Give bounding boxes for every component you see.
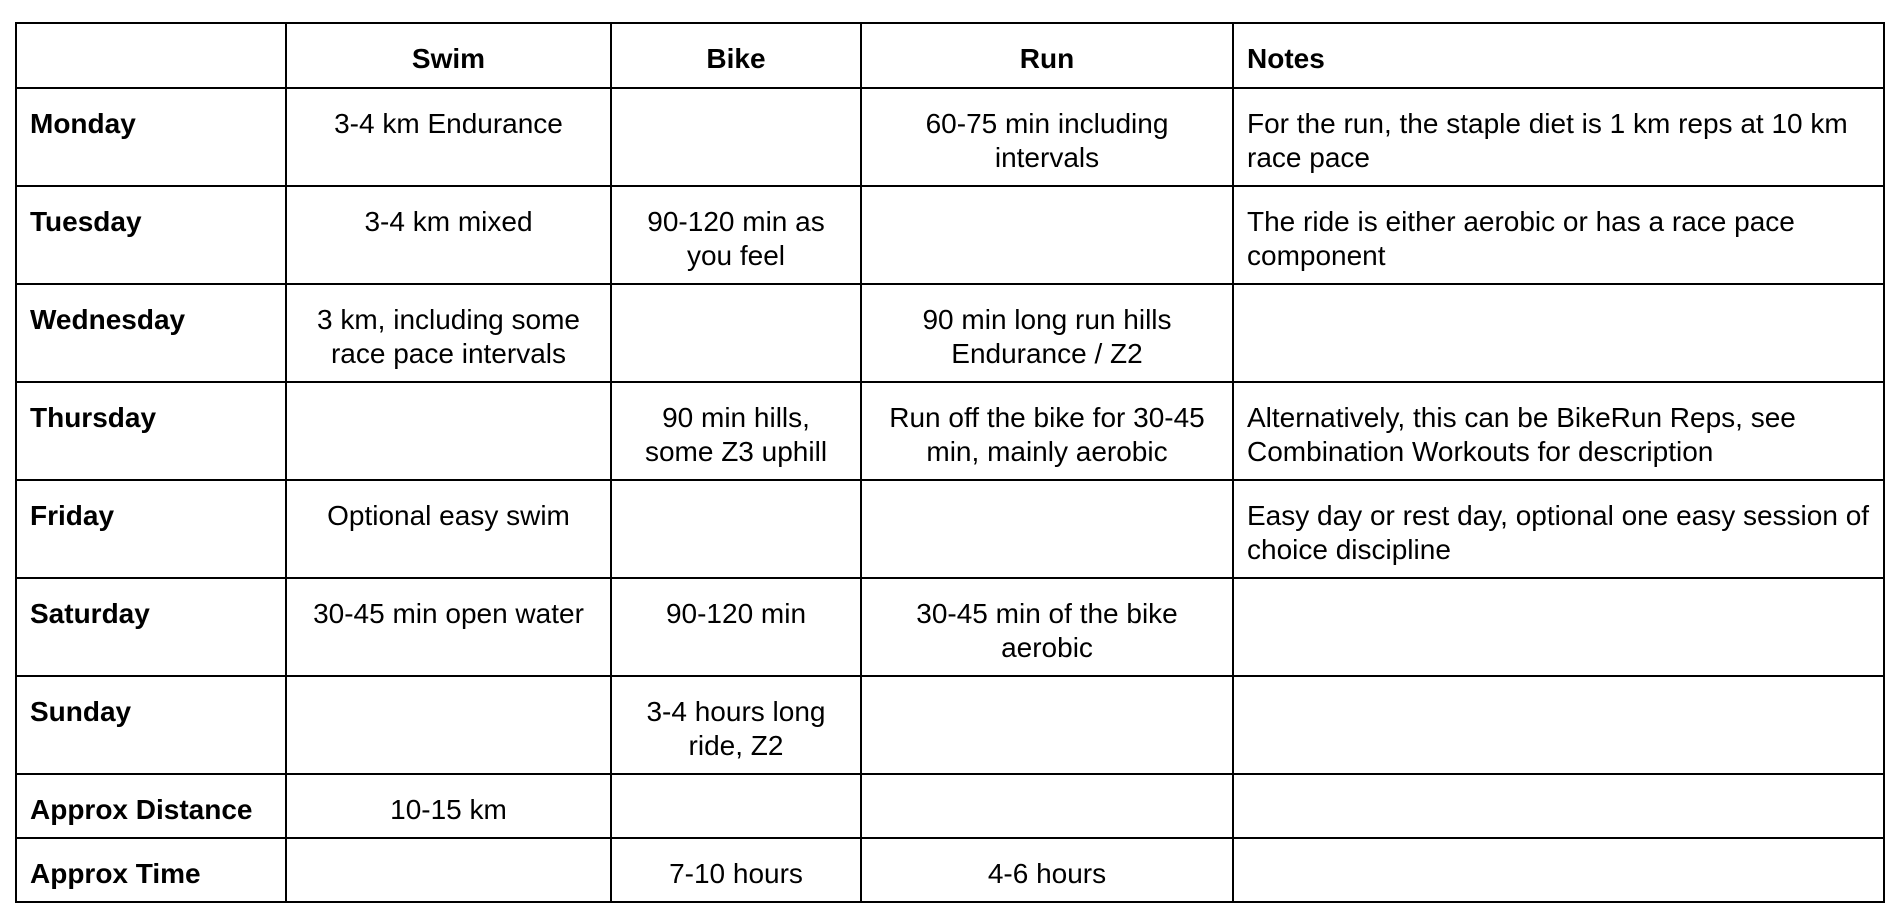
training-plan-table [15,22,1885,903]
day-cell: Friday [16,480,286,578]
swim-cell [286,382,611,480]
swim-cell [286,676,611,774]
header-cell-notes: Notes [1233,23,1884,88]
run-cell [861,774,1233,838]
day-cell: Thursday [16,382,286,480]
day-cell: Monday [16,88,286,186]
bike-cell [611,480,861,578]
header-cell-run: Run [861,23,1233,88]
run-cell: Run off the bike for 30-45 min, mainly aerobic [861,382,1233,480]
header-cell-swim: Swim [286,23,611,88]
bike-cell: 90 min hills, some Z3 uphill [611,382,861,480]
run-cell [861,676,1233,774]
notes-cell [1233,774,1884,838]
run-cell: 4-6 hours [861,838,1233,902]
notes-cell: The ride is either aerobic or has a race pace component [1233,186,1884,284]
swim-cell: 10-15 km [286,774,611,838]
header-cell-day [16,23,286,88]
notes-cell: Easy day or rest day, optional one easy session of choice discipline [1233,480,1884,578]
notes-cell [1233,284,1884,382]
swim-cell [286,838,611,902]
day-cell: Sunday [16,676,286,774]
notes-cell [1233,676,1884,774]
day-cell: Approx Time [16,838,286,902]
table-row [16,284,1884,382]
bike-cell: 90-120 min [611,578,861,676]
bike-cell: 7-10 hours [611,838,861,902]
header-cell-bike: Bike [611,23,861,88]
run-cell: 30-45 min of the bike aerobic [861,578,1233,676]
notes-cell: For the run, the staple diet is 1 km reps at 10 km race pace [1233,88,1884,186]
swim-cell: 3-4 km mixed [286,186,611,284]
table-header-row [16,23,1884,88]
day-cell: Approx Distance [16,774,286,838]
run-cell [861,186,1233,284]
table-row [16,676,1884,774]
swim-cell: 3-4 km Endurance [286,88,611,186]
run-cell [861,480,1233,578]
notes-cell [1233,838,1884,902]
table-row [16,88,1884,186]
bike-cell [611,774,861,838]
day-cell: Saturday [16,578,286,676]
day-cell: Wednesday [16,284,286,382]
day-cell: Tuesday [16,186,286,284]
swim-cell: Optional easy swim [286,480,611,578]
notes-cell [1233,578,1884,676]
swim-cell: 30-45 min open water [286,578,611,676]
bike-cell: 90-120 min as you feel [611,186,861,284]
notes-cell: Alternatively, this can be BikeRun Reps, see Combination Workouts for description [1233,382,1884,480]
bike-cell: 3-4 hours long ride, Z2 [611,676,861,774]
run-cell: 60-75 min including intervals [861,88,1233,186]
table-row [16,578,1884,676]
table-row [16,774,1884,838]
table-row [16,838,1884,902]
run-cell: 90 min long run hills Endurance / Z2 [861,284,1233,382]
bike-cell [611,88,861,186]
table-row [16,382,1884,480]
table-row [16,480,1884,578]
swim-cell: 3 km, including some race pace intervals [286,284,611,382]
bike-cell [611,284,861,382]
table-row [16,186,1884,284]
